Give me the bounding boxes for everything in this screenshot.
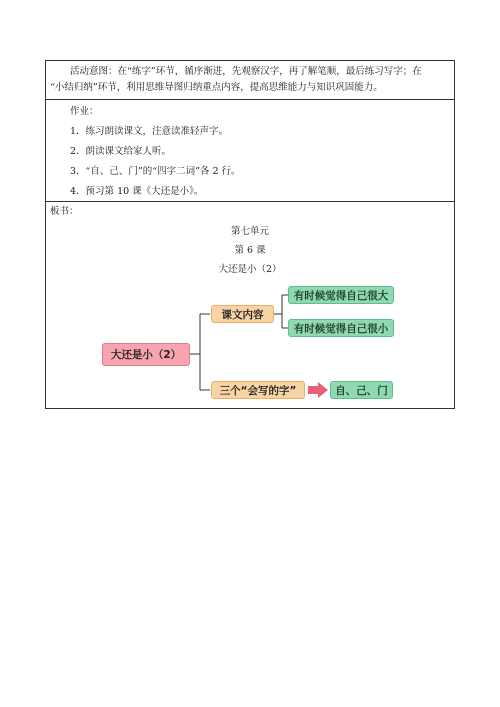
activity-intent-row	[46, 61, 454, 100]
lesson-number: 第 6 课	[234, 245, 266, 256]
homework-title: 作业：	[70, 106, 99, 117]
homework-item: 2．朗读课文给家人听。	[70, 146, 172, 157]
intent-line-1: 活动意图：在“练字”环节，循序渐进，先观察汉字，再了解笔顺，最后练习写字；在	[70, 66, 422, 77]
arrow-icon	[308, 382, 328, 398]
board-row	[46, 202, 454, 408]
mindmap-branch-characters: 三个“会写的字”	[211, 381, 305, 399]
board-label: 板书：	[50, 206, 79, 217]
unit-title: 第七单元	[230, 226, 269, 237]
mindmap-branch-content: 课文内容	[211, 305, 274, 323]
mindmap-root: 大还是小（2）	[102, 343, 190, 366]
mindmap-leaf-big: 有时候觉得自己很大	[288, 286, 394, 304]
lesson-table	[45, 60, 455, 409]
homework-item: 3．“自、己、门”的“四字二词”各 2 行。	[70, 166, 241, 177]
mindmap-characters-result: 自、己、门	[330, 381, 393, 399]
mindmap-leaf-small: 有时候觉得自己很小	[288, 319, 394, 337]
lesson-title: 大还是小（2）	[218, 264, 282, 275]
homework-row	[46, 100, 454, 202]
intent-line-2: “小结归纳”环节，利用思维导图归纳重点内容，提高思维能力与知识巩固能力。	[50, 82, 383, 93]
homework-item: 4．预习第 10 课《大还是小》。	[70, 186, 204, 197]
homework-item: 1．练习朗读课文，注意读准轻声字。	[70, 126, 229, 137]
